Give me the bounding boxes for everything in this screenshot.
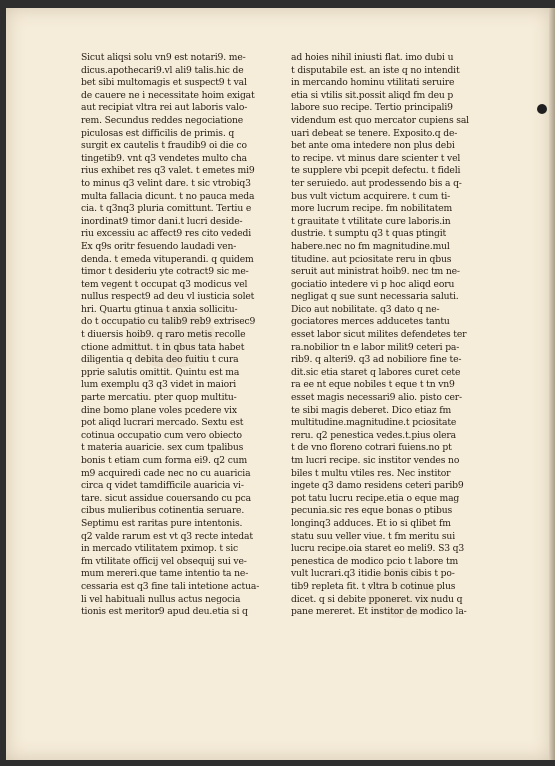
text-line: cia. t q3nq3 pluria comittunt. Tertiu e bbox=[81, 203, 252, 215]
text-line: bet ante oma intedere non plus debi bbox=[291, 140, 455, 152]
text-line: uari debeat se tenere. Exposito.q de- bbox=[291, 127, 458, 139]
text-line: aut recipiat vltra rei aut laboris valo- bbox=[81, 102, 248, 114]
text-line: ad hoies nihil iniusti flat. imo dubi u bbox=[291, 52, 454, 63]
text-line: multitudine.magnitudine.t pciositate bbox=[291, 417, 457, 429]
text-line: longinq3 adduces. Et io si qlibet fm bbox=[291, 517, 451, 529]
text-line: nullus respect9 ad deu vl iusticia solet bbox=[81, 291, 255, 303]
text-column-right bbox=[291, 52, 496, 619]
text-line: te supplere vbi pcepit defectu. t fideli bbox=[291, 165, 461, 177]
text-line: vult lucrari.q3 itidie bonis cibis t po- bbox=[291, 568, 455, 580]
binding-hole bbox=[537, 104, 547, 114]
text-line: riu excessiu ac affect9 res cito vededi bbox=[81, 228, 252, 240]
text-line: ra ee nt eque nobiles t eque t tn vn9 bbox=[291, 379, 455, 391]
text-line: mum mereri.que tame intentio ta ne- bbox=[81, 568, 249, 580]
text-line: pane mereret. Et institor de modico la- bbox=[291, 606, 467, 618]
text-line: lucru recipe.oia staret eo meli9. S3 q3 bbox=[291, 543, 465, 555]
text-line: t de vno floreno cotrari fuiens.no pt bbox=[291, 442, 452, 454]
text-line: ter seruiedo. aut prodessendo bis a q- bbox=[291, 177, 462, 189]
text-line: tare. sicut assidue couersando cu pca bbox=[81, 492, 251, 504]
text-line: tm lucri recipe. sic institor vendes no bbox=[291, 455, 460, 466]
text-line: Ex q9s oritr fesuendo laudadi ven- bbox=[81, 240, 237, 252]
text-line: ingete q3 damo residens ceteri parib9 bbox=[291, 480, 464, 492]
text-line: circa q videt tamdifficile auaricia vi- bbox=[81, 480, 244, 492]
text-line: rib9. q alteri9. q3 ad nobiliore fine te- bbox=[291, 354, 462, 366]
text-line: to recipe. vt minus dare scienter t vel bbox=[291, 152, 461, 164]
text-line: lum exemplu q3 q3 videt in maiori bbox=[81, 379, 237, 391]
text-line: te sibi magis deberet. Dico etiaz fm bbox=[291, 404, 452, 416]
text-line: piculosas est difficilis de primis. q bbox=[81, 127, 235, 139]
text-line: labore suo recipe. Tertio principali9 bbox=[291, 102, 453, 114]
text-line: pecunia.sic res eque bonas o ptibus bbox=[291, 505, 453, 517]
text-line: m9 acquiredi cade nec no cu auaricia bbox=[81, 467, 251, 479]
text-line: more lucrum recipe. fm nobilitatem bbox=[291, 203, 453, 215]
text-line: dit.sic etia staret q labores curet cete bbox=[291, 366, 461, 378]
text-line: bet sibi multomagis et suspect9 t val bbox=[81, 77, 247, 89]
text-line: penestica de modico pcio t labore tm bbox=[291, 555, 459, 567]
text-line: inordinat9 timor dani.t lucri deside- bbox=[81, 215, 243, 227]
text-line: do t occupatio cu talib9 reb9 extrisec9 bbox=[81, 316, 256, 328]
text-line: habere.nec no fm magnitudine.mul bbox=[291, 240, 450, 252]
text-line: t diuersis hoib9. q raro metis recolle bbox=[81, 329, 246, 341]
text-line: gociatio intedere vi p hoc aliqd eoru bbox=[291, 278, 455, 290]
text-line: ra.nobilior tn e labor milit9 ceteri pa- bbox=[291, 341, 460, 353]
text-line: tingetib9. vnt q3 vendetes multo cha bbox=[81, 152, 247, 164]
text-line: titudine. aut pciositate reru in qbus bbox=[291, 253, 452, 265]
page-edge bbox=[549, 8, 555, 760]
text-line: dustrie. t sumptu q3 t quas ptingit bbox=[291, 228, 447, 240]
text-line: denda. t emeda vituperandi. q quidem bbox=[81, 253, 254, 265]
text-line: esset labor sicut milites defendetes ter bbox=[291, 329, 467, 341]
text-line: dicus.apothecari9.vl ali9 talis.hic de bbox=[81, 64, 244, 76]
text-column-left bbox=[81, 52, 286, 619]
text-line: surgit ex cautelis t fraudib9 oi die co bbox=[81, 140, 247, 152]
text-line: timor t desideriu yte cotract9 sic me- bbox=[81, 266, 249, 278]
text-line: cotinua occupatio cum vero obiecto bbox=[81, 429, 242, 441]
text-line: gociatores merces adducetes tantu bbox=[291, 316, 450, 328]
text-line: negligat q sue sunt necessaria saluti. bbox=[291, 291, 459, 303]
text-line: tionis est meritor9 apud deu.etia si q bbox=[81, 606, 248, 618]
text-line: to minus q3 velint dare. t sic vtrobiq3 bbox=[81, 177, 251, 189]
text-line: hri. Quartu gtinua t anxia sollicitu- bbox=[81, 303, 238, 315]
text-line: t disputabile est. an iste q no intendit bbox=[291, 64, 460, 76]
text-line: multa fallacia dicunt. t no pauca meda bbox=[81, 190, 255, 202]
text-line: bus vult victum acquirere. t cum ti- bbox=[291, 190, 451, 202]
text-line: diligentia q debita deo fuitiu t cura bbox=[81, 354, 239, 366]
text-line: Sicut aliqsi solu vn9 est notari9. me- bbox=[81, 52, 246, 63]
text-line: biles t multu vtiles res. Nec institor bbox=[291, 467, 451, 479]
text-line: de cauere ne i necessitate hoim exigat bbox=[81, 89, 255, 101]
text-line: dicet. q si debite pponeret. vix nudu q bbox=[291, 593, 463, 605]
text-line: videndum est quo mercator cupiens sal bbox=[291, 114, 469, 126]
text-line: t grauitate t vtilitate cure laboris.in bbox=[291, 215, 451, 227]
text-line: ctione admittut. t in qbus tata habet bbox=[81, 341, 245, 353]
manuscript-page bbox=[6, 8, 551, 760]
text-line: fm vtilitate officij vel obsequij sui ve- bbox=[81, 555, 247, 567]
text-line: cessaria est q3 fine tali intetione actua- bbox=[81, 580, 260, 592]
text-line: pprie salutis omittit. Quintu est ma bbox=[81, 366, 240, 378]
text-line: pot tatu lucru recipe.etia o eque mag bbox=[291, 492, 460, 504]
text-line: dine bomo plane voles pcedere vix bbox=[81, 404, 237, 416]
text-line: seruit aut ministrat hoib9. nec tm ne- bbox=[291, 266, 460, 278]
text-line: rius exhibet res q3 valet. t emetes mi9 bbox=[81, 165, 255, 177]
text-line: pot aliqd lucrari mercado. Sextu est bbox=[81, 417, 244, 429]
text-line: cibus mulieribus cotinentia seruare. bbox=[81, 505, 245, 517]
text-line: etia si vtilis sit.possit aliqd fm deu p bbox=[291, 89, 454, 101]
text-line: statu suu veller viue. t fm meritu sui bbox=[291, 530, 455, 542]
text-line: reru. q2 penestica vedes.t.pius olera bbox=[291, 429, 456, 441]
text-line: tem vegent t occupat q3 modicus vel bbox=[81, 278, 248, 290]
text-line: q2 valde rarum est vt q3 recte intedat bbox=[81, 530, 253, 542]
text-line: parte mercatiu. pter quop multitu- bbox=[81, 392, 237, 404]
text-line: t materia auaricie. sex cum tpalibus bbox=[81, 442, 244, 454]
text-line: bonis t etiam cum forma ei9. q2 cum bbox=[81, 455, 248, 466]
text-line: esset magis necessari9 alio. pisto cer- bbox=[291, 392, 462, 404]
text-line: rem. Secundus reddes negociatione bbox=[81, 114, 244, 126]
text-line: tib9 repleta fit. t vltra b cotinue plus bbox=[291, 580, 456, 592]
text-line: in mercado vtilitatem pximop. t sic bbox=[81, 543, 239, 555]
text-line: Dico aut nobilitate. q3 dato q ne- bbox=[291, 303, 440, 315]
text-line: li vel habituali nullus actus negocia bbox=[81, 593, 241, 605]
text-line: Septimu est raritas pure intentonis. bbox=[81, 517, 243, 529]
text-line: in mercando hominu vtilitati seruire bbox=[291, 77, 455, 89]
